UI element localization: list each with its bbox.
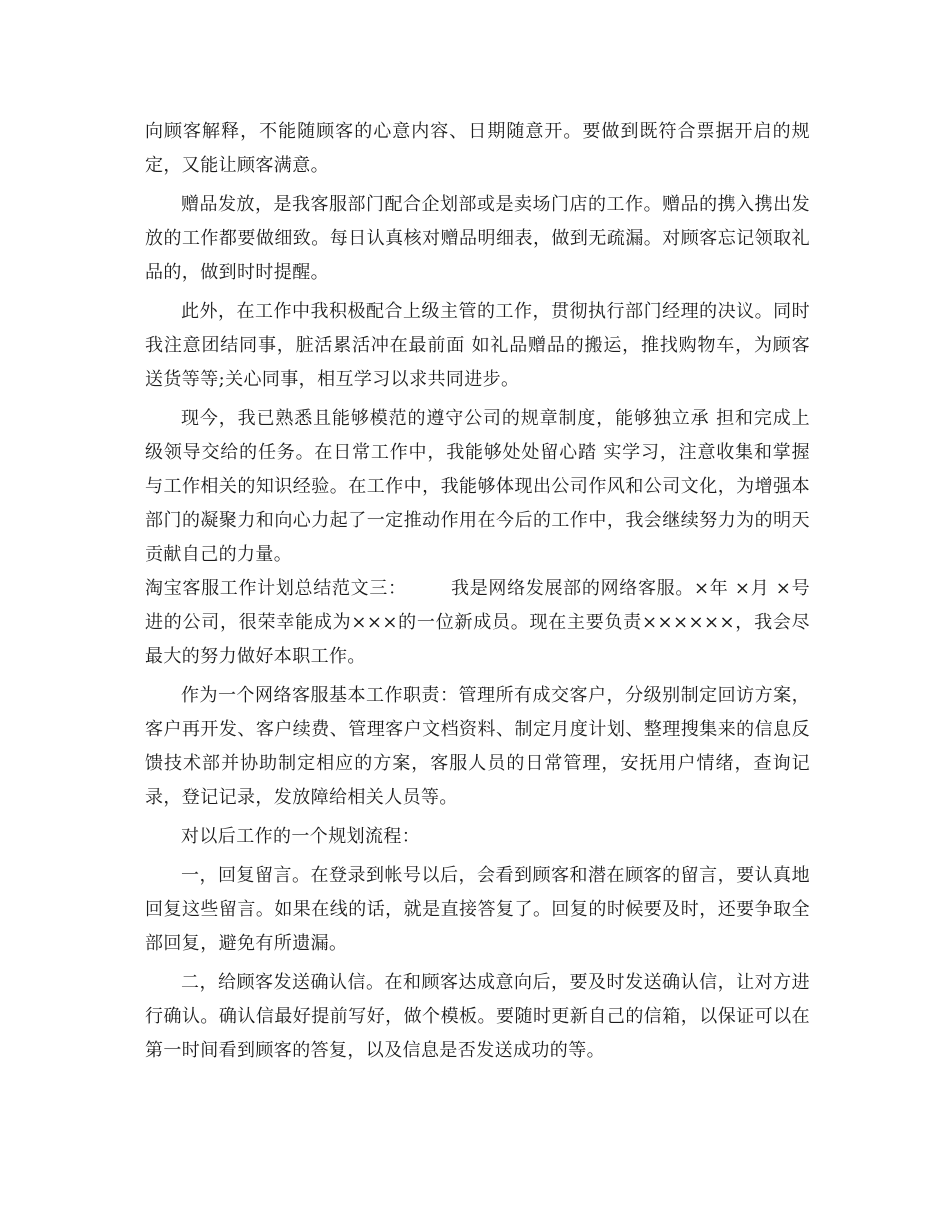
paragraph-plan-heading: 对以后工作的一个规划流程： [181,826,421,847]
paragraph-cooperation: 此外，在工作中我积极配合上级主管的工作，贯彻执行部门经理的决议。同时我注意团结同事，脏活累活冲在最前面 如礼品赠品的搬运，推找购物车，为顾客送货等等;关心同事，相互学习以求共同进步。 [145,301,810,390]
paragraph-gift-distribution: 赠品发放，是我客服部门配合企划部或是卖场门店的工作。赠品的携入携出发放的工作都要做细致。每日认真核对赠品明细表，做到无疏漏。对顾客忘记领取礼品的，做到时时提醒。 [145,194,810,283]
paragraph-receipt-continuation: 向顾客解释，不能随顾客的心意内容、日期随意开。要做到既符合票据开启的规定，又能让顾客满意。 [145,121,810,176]
paragraph-job-duties: 作为一个网络客服基本工作职责：管理所有成交客户，分级别制定回访方案，客户再开发、客户续费、管理客户文档资料、制定月度计划、整理搜集来的信息反馈技术部并协助制定相应的方案，客服人员的日常管理，安抚用户情绪，查询记录，登记记录，发放障给相关人员等。 [145,685,810,808]
paragraph-current-status: 现今，我已熟悉且能够模范的遵守公司的规章制度，能够独立承 担和完成上级领导交给的任务。在日常工作中，我能够处处留心踏 实学习，注意收集和掌握与工作相关的知识经验。在工作中，我能够体现出公司作风和公司文化，为增强本部门的凝聚力和向心力起了一定推动作用在今后的工作中，我会继续努力为的明天贡献自己的力量。 [145,408,810,565]
paragraph-plan-step-two: 二，给顾客发送确认信。在和顾客达成意向后，要及时发送确认信，让对方进行确认。确认信最好提前写好，做个模板。要随时更新自己的信箱，以保证可以在第一时间看到顾客的答复，以及信息是否发送成功的等。 [145,972,810,1061]
document-body [145,115,810,1068]
section-intro: 我是网络发展部的网络客服。×年 ×月 ×号进的公司，很荣幸能成为×××的一位新成员。现在主要负责××××××，我会尽最大的努力做好本职工作。 [145,578,810,667]
paragraph-sample-three [145,572,810,674]
paragraph-plan-step-one: 一，回复留言。在登录到帐号以后，会看到顾客和潜在顾客的留言，要认真地回复这些留言。如果在线的话，就是直接答复了。回复的时候要及时，还要争取全部回复，避免有所遗漏。 [145,865,810,954]
section-title: 淘宝客服工作计划总结范文三： [145,578,407,599]
